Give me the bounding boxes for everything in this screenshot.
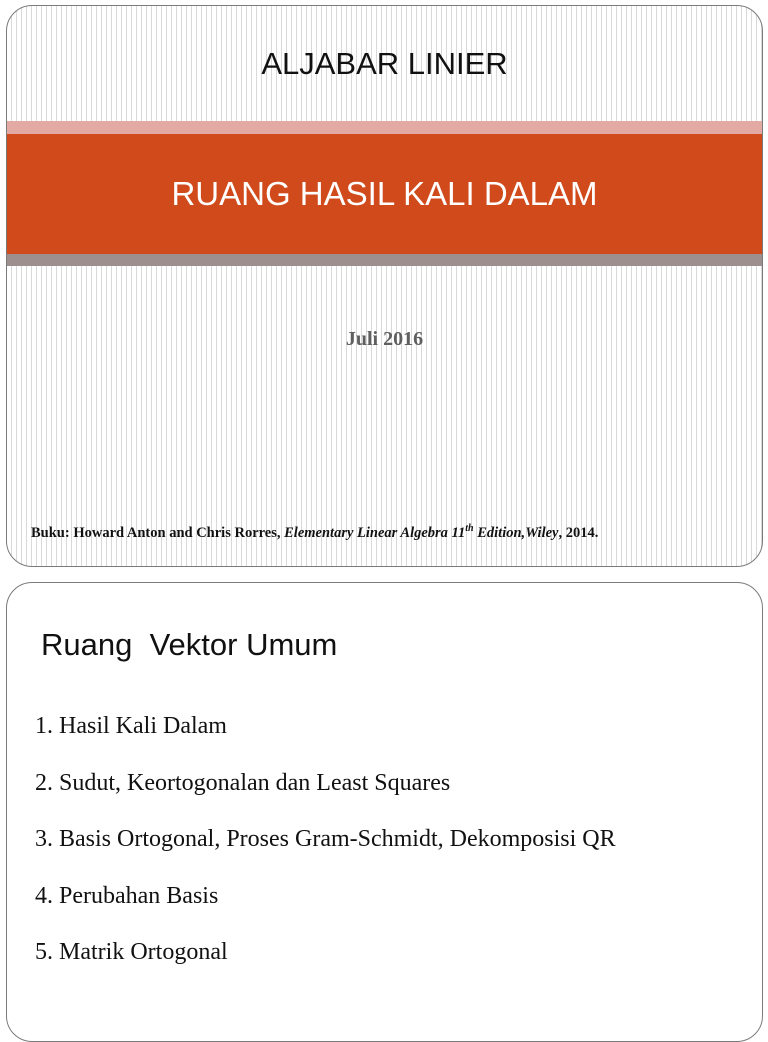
book-edition: Edition, — [473, 524, 526, 541]
book-publisher: Wiley — [525, 524, 559, 541]
topic-list — [35, 711, 616, 994]
list-item: 3. Basis Ortogonal, Proses Gram-Schmidt, Dekomposisi QR — [35, 826, 616, 852]
book-reference — [31, 523, 751, 542]
list-item: 1. Hasil Kali Dalam — [35, 713, 227, 739]
slide-date: Juli 2016 — [345, 328, 424, 350]
chapter-title: RUANG HASIL KALI DALAM — [171, 175, 598, 212]
book-year: , 2014. — [558, 524, 599, 541]
gray-accent-strip — [7, 254, 762, 266]
title-slide — [6, 5, 763, 567]
pink-accent-strip — [7, 121, 762, 134]
book-prefix: Buku: Howard Anton and Chris Rorres, — [31, 524, 285, 541]
section-heading: Ruang Vektor Umum — [41, 627, 338, 662]
course-title: ALJABAR LINIER — [261, 46, 508, 81]
list-item: 4. Perubahan Basis — [35, 882, 219, 909]
list-item: 5. Matrik Ortogonal — [35, 939, 228, 965]
chapter-title-band — [7, 134, 762, 254]
book-title: Elementary Linear Algebra 11 — [284, 524, 466, 541]
book-edition-superscript: th — [465, 523, 474, 534]
contents-slide — [6, 582, 763, 1042]
list-item: 2. Sudut, Keortogonalan dan Least Squares — [35, 769, 451, 796]
